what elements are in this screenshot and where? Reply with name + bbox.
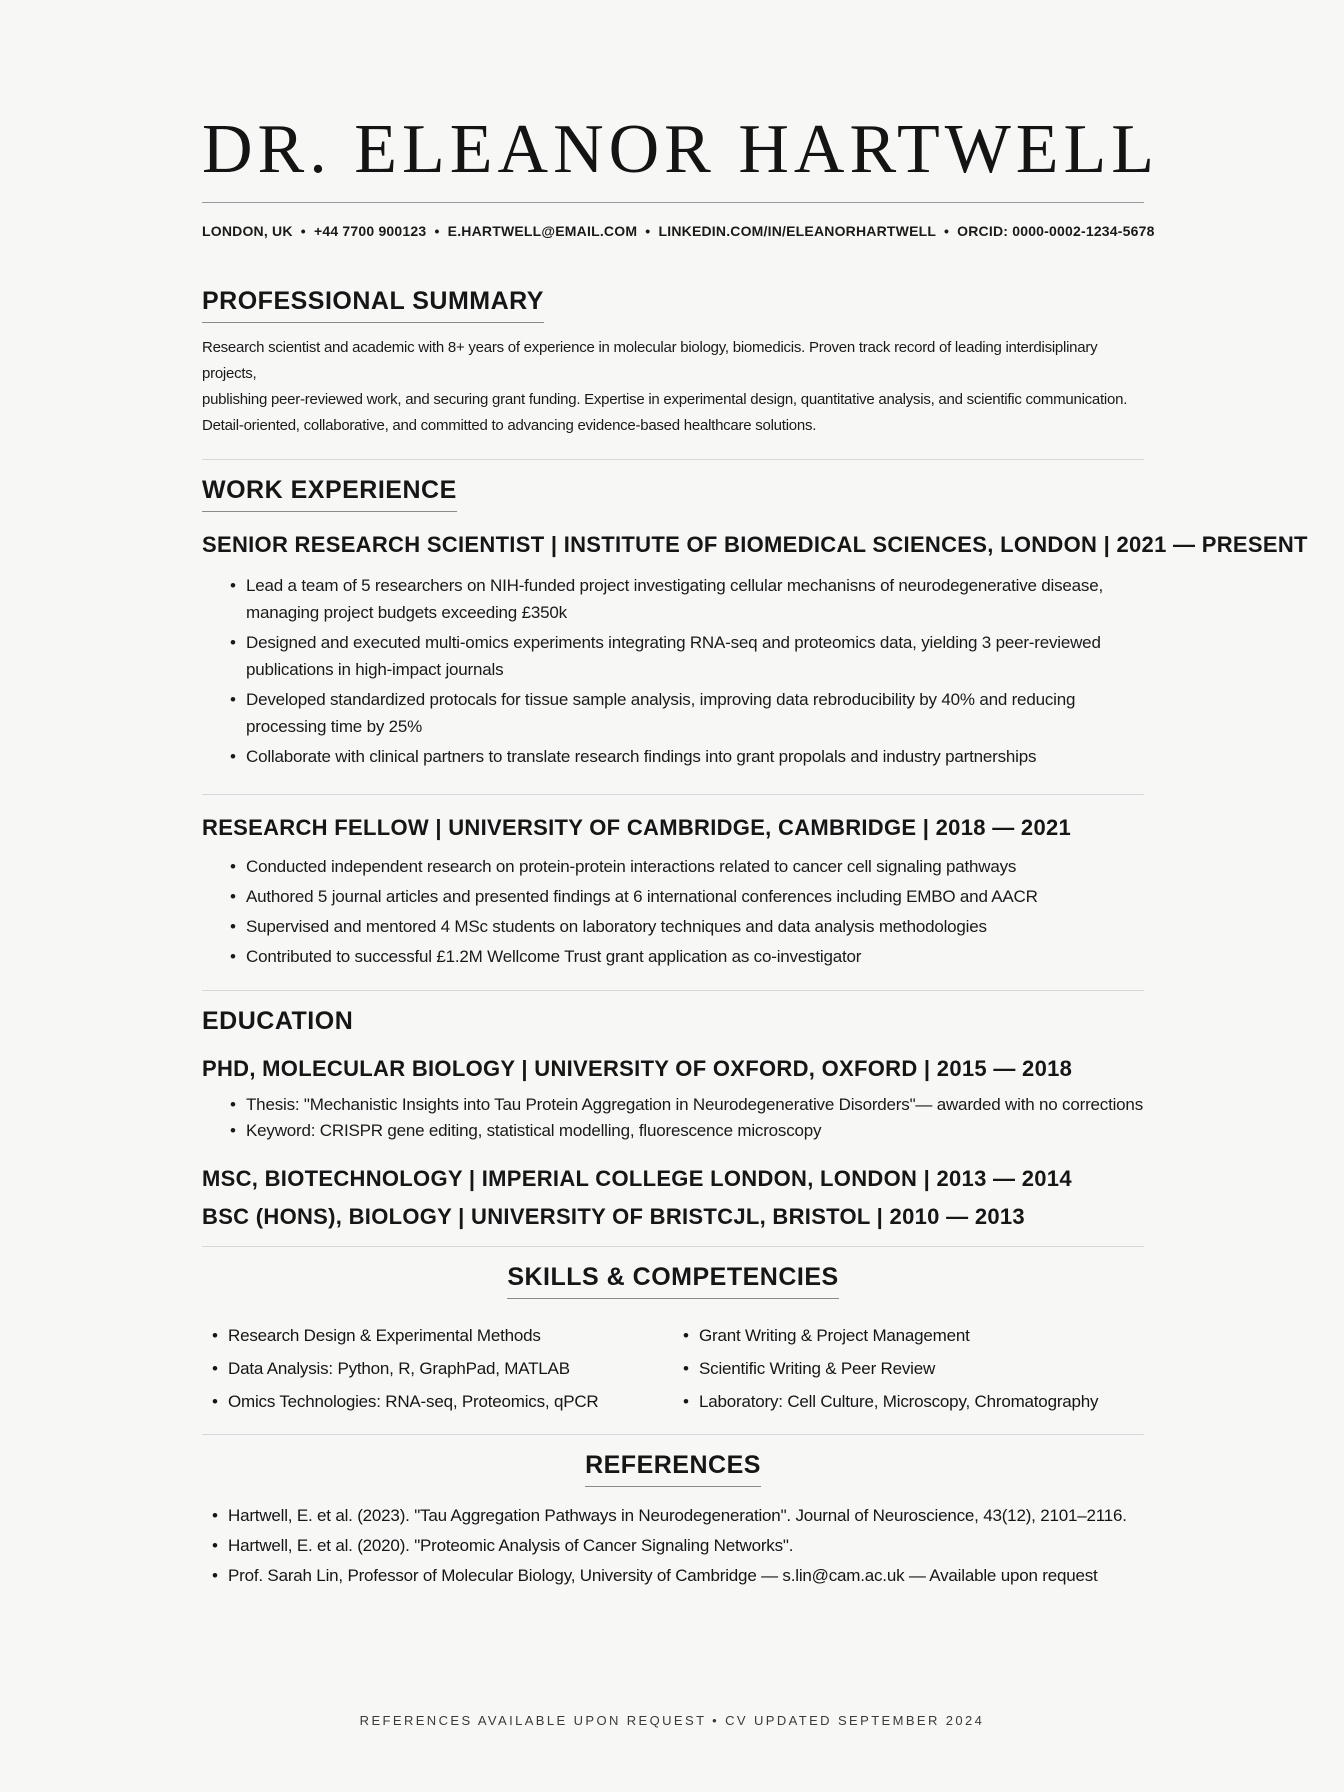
list-item: • Grant Writing & Project Management: [699, 1319, 1144, 1352]
contact-separator: •: [645, 223, 651, 239]
skills-heading: SKILLS & COMPETENCIES: [507, 1263, 838, 1299]
list-item: • Hartwell, E. et al. (2020). "Proteomic Analysis of Cancer Signaling Networks".: [228, 1531, 1144, 1561]
list-item: • Prof. Sarah Lin, Professor of Molecular Biology, University of Cambridge — s.lin@cam.ac.uk — Available upon request: [228, 1561, 1144, 1591]
candidate-name: DR. ELEANOR HARTWELL: [202, 111, 1160, 188]
skills-grid: [202, 1319, 1144, 1418]
experience-section: [202, 476, 1308, 970]
list-item: • Omics Technologies: RNA-seq, Proteomics, qPCR: [228, 1385, 673, 1418]
degree-title: MSC, BIOTECHNOLOGY | IMPERIAL COLLEGE LONDON, LONDON | 2013 — 2014: [202, 1166, 1072, 1191]
list-item: • Contributed to successful £1.2M Wellcome Trust grant application as co-investigator: [246, 943, 1144, 970]
contact-email: E.HARTWELL@EMAIL.COM: [447, 223, 638, 239]
contact-phone: +44 7700 900123: [313, 223, 427, 239]
contact-separator: •: [434, 223, 440, 239]
list-item: • Conducted independent research on protein-protein interactions related to cancer cell signaling pathways: [246, 853, 1144, 880]
summary-line: Research scientist and academic with 8+ years of experience in molecular biology, biomedicis. Proven track record of leading interdisiplinary projects,: [202, 339, 1098, 382]
summary-line: Detail-oriented, collaborative, and committed to advancing evidence-based healthcare solutions.: [202, 417, 817, 434]
job-title: SENIOR RESEARCH SCIENTIST | INSTITUTE OF BIOMEDICAL SCIENCES, LONDON | 2021 — PRESENT: [202, 532, 1308, 557]
summary-section: [202, 287, 1144, 439]
summary-text: [202, 335, 1144, 439]
list-item: • Laboratory: Cell Culture, Microscopy, Chromatography: [699, 1385, 1144, 1418]
list-item: • Collaborate with clinical partners to translate research findings into grant propolals and industry partnerships: [246, 743, 1144, 770]
references-list: [202, 1501, 1144, 1591]
list-item: • Data Analysis: Python, R, GraphPad, MATLAB: [228, 1352, 673, 1385]
section-divider: [202, 794, 1144, 795]
section-divider: [202, 459, 1144, 460]
section-divider: [202, 990, 1144, 991]
header-rule: [202, 202, 1144, 203]
education-section: [202, 1007, 1144, 1230]
contact-linkedin: LINKEDIN.COM/IN/ELEANORHARTWELL: [658, 223, 936, 239]
skills-column-left: [202, 1319, 673, 1418]
skills-column-right: [673, 1319, 1144, 1418]
contact-orcid: ORCID: 0000-0002-1234-5678: [957, 223, 1155, 239]
references-section: [202, 1451, 1144, 1591]
job-bullets: [202, 853, 1144, 970]
list-item: • Lead a team of 5 researchers on NIH-funded project investigating cellular mechanisns of neurodegenerative disease, managing project budgets exceeding £350k: [246, 572, 1144, 626]
education-heading: EDUCATION: [202, 1007, 354, 1035]
contact-separator: •: [300, 223, 306, 239]
list-item: • Research Design & Experimental Methods: [228, 1319, 673, 1352]
list-item: • Keyword: CRISPR gene editing, statistical modelling, fluorescence microscopy: [246, 1118, 1144, 1144]
section-divider: [202, 1246, 1144, 1247]
list-item: • Designed and executed multi-omics experiments integrating RNA-seq and proteomics data, yielding 3 peer-reviewed publications in high-impact journals: [246, 629, 1144, 683]
footer-note: REFERENCES AVAILABLE UPON REQUEST • CV UPDATED SEPTEMBER 2024: [359, 1713, 985, 1728]
references-heading: REFERENCES: [585, 1451, 761, 1487]
contact-line: [202, 223, 1155, 239]
experience-heading: WORK EXPERIENCE: [202, 476, 457, 512]
list-item: • Authored 5 journal articles and presented findings at 6 international conferences including EMBO and AACR: [246, 883, 1144, 910]
degree-title: BSC (HONS), BIOLOGY | UNIVERSITY OF BRISTCJL, BRISTOL | 2010 — 2013: [202, 1204, 1025, 1229]
summary-line: publishing peer-reviewed work, and securing grant funding. Expertise in experimental design, quantitative analysis, and scientific communication.: [202, 391, 1128, 408]
job-title: RESEARCH FELLOW | UNIVERSITY OF CAMBRIDGE, CAMBRIDGE | 2018 — 2021: [202, 815, 1072, 840]
section-divider: [202, 1434, 1144, 1435]
list-item: • Supervised and mentored 4 MSc students on laboratory techniques and data analysis methodologies: [246, 913, 1144, 940]
degree-title: PHD, MOLECULAR BIOLOGY | UNIVERSITY OF OXFORD, OXFORD | 2015 — 2018: [202, 1056, 1073, 1081]
degree-bullets: [202, 1092, 1144, 1144]
list-item: • Scientific Writing & Peer Review: [699, 1352, 1144, 1385]
summary-heading: PROFESSIONAL SUMMARY: [202, 287, 544, 323]
contact-separator: •: [943, 223, 950, 239]
skills-section: [202, 1263, 1144, 1418]
list-item: • Thesis: "Mechanistic Insights into Tau Protein Aggregation in Neurodegenerative Disorders"— awarded with no corrections: [246, 1092, 1144, 1118]
job-bullets: [202, 572, 1144, 770]
list-item: • Hartwell, E. et al. (2023). "Tau Aggregation Pathways in Neurodegeneration". Journal of Neuroscience, 43(12), 2101–2116.: [228, 1501, 1144, 1531]
contact-location: LONDON, UK: [202, 223, 293, 239]
list-item: • Developed standardized protocals for tissue sample analysis, improving data rebroducibility by 40% and reducing processing time by 25%: [246, 686, 1144, 740]
